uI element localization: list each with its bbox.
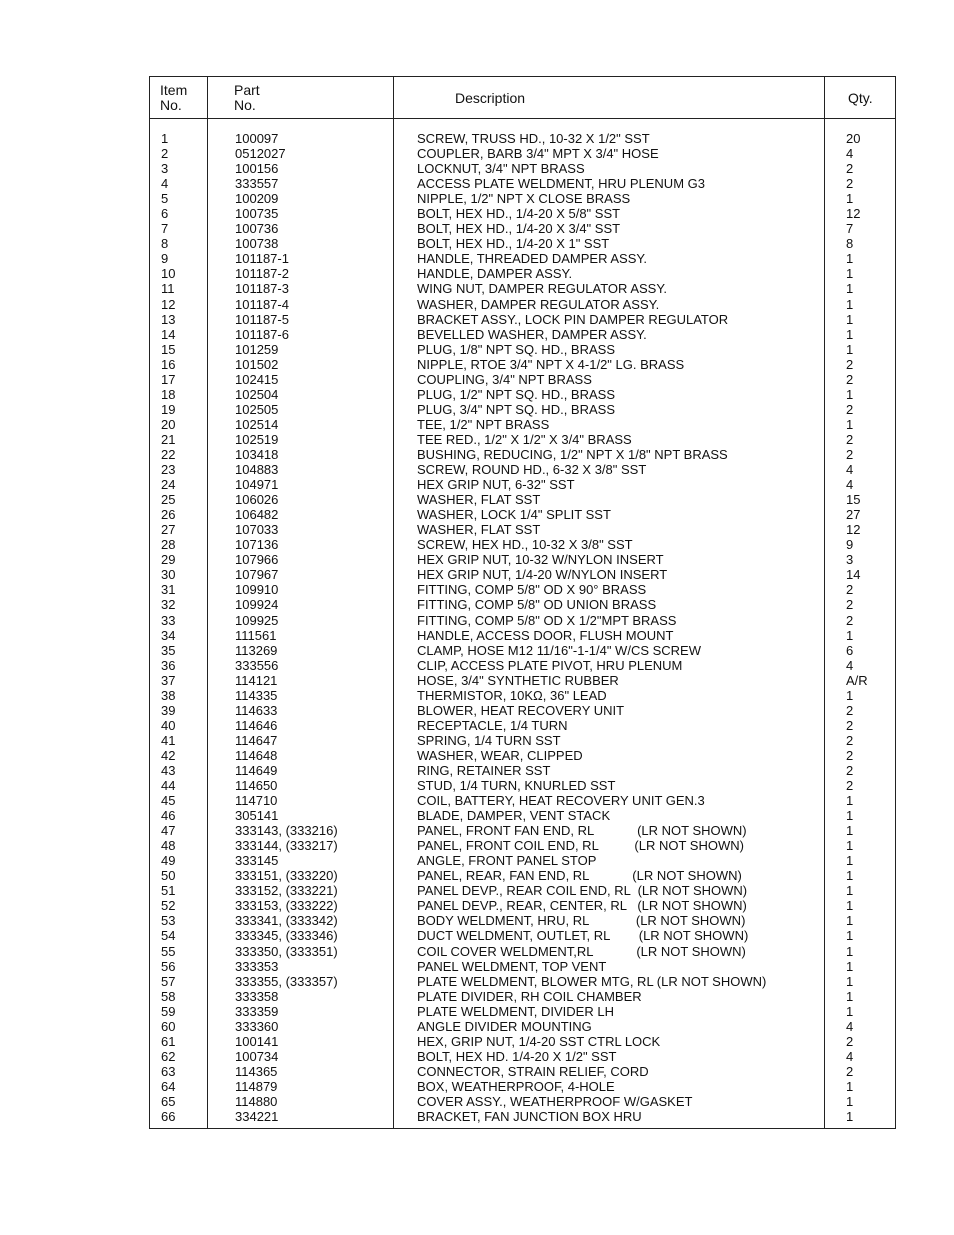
part-number-cell: 100734 [235, 1048, 279, 1064]
qty-cell: 1 [846, 1109, 854, 1125]
part-number-cell: 102415 [235, 371, 279, 387]
description-cell: SCREW, ROUND HD., 6-32 X 3/8" SST [417, 462, 647, 478]
qty-cell: 1 [846, 928, 854, 944]
qty-cell: 2 [846, 702, 854, 718]
qty-cell: 2 [846, 1063, 854, 1079]
qty-cell: 9 [846, 537, 854, 553]
description-cell: BUSHING, REDUCING, 1/2" NPT X 1/8" NPT BRASS [417, 446, 728, 462]
part-number-cell: 106482 [235, 507, 279, 523]
part-number-cell: 114710 [235, 793, 278, 809]
qty-cell: 1 [846, 883, 854, 899]
qty-cell: 1 [846, 913, 854, 929]
item-cell: 50 [161, 868, 176, 884]
part-number-cell: 333360 [235, 1018, 279, 1034]
item-cell: 11 [161, 281, 175, 297]
description-cell: BOLT, HEX HD. 1/4-20 X 1/2" SST [417, 1048, 617, 1064]
description-cell: WING NUT, DAMPER REGULATOR ASSY. [417, 281, 667, 297]
description-cell: PANEL, FRONT COIL END, RL (LR NOT SHOWN) [417, 838, 744, 854]
description-cell: WASHER, FLAT SST [417, 492, 541, 508]
qty-cell: 2 [846, 446, 854, 462]
qty-cell: 20 [846, 131, 861, 146]
qty-cell: 1 [846, 943, 854, 959]
description-cell: CLAMP, HOSE M12 11/16"-1-1/4" W/CS SCREW [417, 642, 702, 658]
header-part-line2: No. [234, 97, 256, 113]
item-cell: 26 [161, 507, 176, 523]
qty-cell: 15 [846, 492, 861, 508]
header-item-line2: No. [160, 97, 182, 113]
part-number-cell: 114880 [235, 1094, 278, 1109]
item-cell: 62 [161, 1048, 176, 1064]
part-number-cell: 333143, (333216) [235, 823, 338, 839]
part-number-cell: 101187-1 [235, 251, 289, 267]
item-cell: 6 [161, 206, 169, 222]
part-number-cell: 333153, (333222) [235, 898, 338, 914]
item-cell: 16 [161, 356, 176, 372]
part-number-cell: 107966 [235, 552, 279, 568]
description-cell: COUPLER, BARB 3/4" MPT X 3/4" HOSE [417, 146, 659, 162]
description-cell: FITTING, COMP 5/8" OD X 1/2"MPT BRASS [417, 612, 677, 628]
item-cell: 66 [161, 1109, 176, 1125]
item-cell: 24 [161, 477, 176, 493]
part-number-cell: 106026 [235, 492, 279, 508]
part-number-cell: 100736 [235, 221, 279, 237]
part-number-cell: 102505 [235, 401, 279, 417]
part-number-cell: 107136 [235, 537, 279, 553]
item-column [161, 131, 175, 1124]
qty-cell: 1 [846, 326, 854, 342]
qty-cell: 1 [846, 311, 854, 327]
part-number-cell: 333350, (333351) [235, 943, 338, 959]
item-cell: 39 [161, 702, 176, 718]
part-number-cell: 333341, (333342) [235, 913, 338, 929]
qty-cell: 1 [846, 808, 854, 824]
description-cell: WASHER, WEAR, CLIPPED [417, 747, 583, 763]
item-cell: 49 [161, 853, 176, 869]
qty-cell: 1 [846, 853, 854, 869]
item-cell: 59 [161, 1003, 176, 1019]
qty-cell: 1 [846, 627, 854, 643]
item-cell: 44 [161, 778, 176, 794]
part-number-cell: 333144, (333217) [235, 838, 338, 854]
description-cell: BOX, WEATHERPROOF, 4-HOLE [417, 1078, 615, 1094]
part-number-cell: 101502 [235, 356, 279, 372]
part-number-cell: 113269 [235, 642, 278, 658]
item-cell: 3 [161, 161, 169, 177]
description-cell: WASHER, LOCK 1/4" SPLIT SST [417, 507, 611, 523]
item-cell: 23 [161, 462, 176, 478]
part-number-cell: 104971 [235, 477, 279, 493]
part-number-cell: 101187-2 [235, 266, 289, 282]
description-cell: BOLT, HEX HD., 1/4-20 X 5/8" SST [417, 206, 621, 222]
description-cell: PANEL, REAR, FAN END, RL (LR NOT SHOWN) [417, 868, 742, 884]
description-cell: TEE RED., 1/2" X 1/2" X 3/4" BRASS [417, 431, 632, 447]
item-cell: 18 [161, 386, 176, 402]
description-cell: HANDLE, THREADED DAMPER ASSY. [417, 251, 647, 267]
description-cell: THERMISTOR, 10KΩ, 36" LEAD [417, 687, 607, 703]
part-number-cell: 114650 [235, 778, 278, 794]
part-number-cell: 333359 [235, 1003, 279, 1019]
item-cell: 61 [161, 1033, 176, 1049]
qty-cell: A/R [846, 672, 868, 688]
description-cell: PANEL, FRONT FAN END, RL (LR NOT SHOWN) [417, 823, 747, 839]
description-cell: COVER ASSY., WEATHERPROOF W/GASKET [417, 1094, 693, 1109]
item-cell: 32 [161, 597, 176, 613]
item-cell: 2 [161, 146, 169, 162]
part-number-cell: 114365 [235, 1063, 278, 1079]
qty-cell: 4 [846, 1018, 854, 1034]
qty-cell: 1 [846, 868, 854, 884]
qty-cell: 1 [846, 973, 854, 989]
header-description: Description [455, 90, 526, 106]
qty-cell: 12 [846, 206, 861, 222]
description-cell: PANEL DEVP., REAR COIL END, RL (LR NOT SHOWN) [417, 883, 748, 899]
description-cell: FITTING, COMP 5/8" OD X 90° BRASS [417, 582, 647, 598]
qty-cell: 1 [846, 687, 854, 703]
description-cell: HEX GRIP NUT, 10-32 W/NYLON INSERT [417, 552, 664, 568]
item-cell: 60 [161, 1018, 176, 1034]
description-cell: PLATE WELDMENT, BLOWER MTG, RL (LR NOT SHOWN) [417, 973, 767, 989]
item-cell: 42 [161, 747, 176, 763]
qty-cell: 1 [846, 823, 854, 839]
description-cell: COIL COVER WELDMENT,RL (LR NOT SHOWN) [417, 943, 746, 959]
qty-cell: 4 [846, 1048, 854, 1064]
part-number-cell: 102519 [235, 431, 279, 447]
item-cell: 53 [161, 913, 176, 929]
description-cell: PLATE DIVIDER, RH COIL CHAMBER [417, 988, 642, 1004]
qty-cell: 2 [846, 1033, 854, 1049]
qty-cell: 1 [846, 191, 854, 207]
item-cell: 37 [161, 672, 176, 688]
item-cell: 43 [161, 762, 176, 778]
qty-column [846, 131, 868, 1124]
description-cell: COIL, BATTERY, HEAT RECOVERY UNIT GEN.3 [417, 793, 705, 809]
description-cell: RING, RETAINER SST [417, 762, 551, 778]
item-cell: 56 [161, 958, 176, 974]
description-column [417, 131, 766, 1124]
item-cell: 17 [161, 371, 176, 387]
qty-cell: 2 [846, 612, 854, 628]
description-cell: NIPPLE, 1/2" NPT X CLOSE BRASS [417, 191, 631, 207]
item-cell: 25 [161, 492, 176, 508]
description-cell: RECEPTACLE, 1/4 TURN [417, 717, 568, 733]
item-cell: 27 [161, 522, 176, 538]
part-number-cell: 100735 [235, 206, 279, 222]
item-cell: 34 [161, 627, 176, 643]
part-number-cell: 100209 [235, 191, 279, 207]
item-cell: 30 [161, 567, 176, 583]
part-number-cell: 107967 [235, 567, 279, 583]
description-cell: BRACKET ASSY., LOCK PIN DAMPER REGULATOR [417, 311, 729, 327]
description-cell: SCREW, TRUSS HD., 10-32 X 1/2" SST [417, 131, 650, 146]
description-cell: PLATE WELDMENT, DIVIDER LH [417, 1003, 614, 1019]
item-cell: 46 [161, 808, 176, 824]
header-qty: Qty. [848, 90, 873, 106]
description-cell: FITTING, COMP 5/8" OD UNION BRASS [417, 597, 657, 613]
description-cell: HANDLE, ACCESS DOOR, FLUSH MOUNT [417, 627, 674, 643]
qty-cell: 2 [846, 778, 854, 794]
part-number-cell: 101187-6 [235, 326, 289, 342]
qty-cell: 1 [846, 988, 854, 1004]
qty-cell: 2 [846, 161, 854, 177]
description-cell: WASHER, DAMPER REGULATOR ASSY. [417, 296, 660, 312]
description-cell: ACCESS PLATE WELDMENT, HRU PLENUM G3 [417, 176, 705, 192]
qty-cell: 6 [846, 642, 854, 658]
item-cell: 38 [161, 687, 176, 703]
item-cell: 52 [161, 898, 176, 914]
part-number-cell: 333151, (333220) [235, 868, 338, 884]
part-number-cell: 109925 [235, 612, 279, 628]
qty-cell: 4 [846, 146, 854, 162]
column-divider [207, 77, 208, 1128]
item-cell: 35 [161, 642, 176, 658]
description-cell: STUD, 1/4 TURN, KNURLED SST [417, 778, 616, 794]
qty-cell: 2 [846, 582, 854, 598]
part-number-cell: 111561 [235, 627, 277, 643]
part-number-cell: 102514 [235, 416, 279, 432]
description-cell: HOSE, 3/4" SYNTHETIC RUBBER [417, 672, 619, 688]
item-cell: 36 [161, 657, 176, 673]
part-number-cell: 100738 [235, 236, 279, 252]
item-cell: 63 [161, 1063, 176, 1079]
column-divider [393, 77, 394, 1128]
description-cell: NIPPLE, RTOE 3/4" NPT X 4-1/2" LG. BRASS [417, 356, 685, 372]
qty-cell: 2 [846, 747, 854, 763]
qty-cell: 1 [846, 281, 854, 297]
part-number-cell: 0512027 [235, 146, 286, 162]
qty-cell: 1 [846, 838, 854, 854]
part-number-cell: 101259 [235, 341, 279, 357]
description-cell: SPRING, 1/4 TURN SST [417, 732, 561, 748]
part-number-cell: 334221 [235, 1109, 279, 1125]
item-cell: 7 [161, 221, 169, 237]
qty-cell: 2 [846, 762, 854, 778]
item-cell: 14 [161, 326, 176, 342]
part-number-cell: 114335 [235, 687, 278, 703]
part-number-cell: 101187-5 [235, 311, 289, 327]
description-cell: BLOWER, HEAT RECOVERY UNIT [417, 702, 625, 718]
part-number-cell: 333145 [235, 853, 279, 869]
item-cell: 19 [161, 401, 176, 417]
description-cell: PANEL DEVP., REAR, CENTER, RL (LR NOT SHOWN) [417, 898, 747, 914]
part-number-cell: 333345, (333346) [235, 928, 338, 944]
description-cell: BLADE, DAMPER, VENT STACK [417, 808, 611, 824]
item-cell: 1 [161, 131, 169, 146]
qty-cell: 27 [846, 507, 861, 523]
part-number-cell: 109910 [235, 582, 279, 598]
qty-cell: 2 [846, 431, 854, 447]
header-item-no [160, 83, 187, 113]
part-number-cell: 333556 [235, 657, 279, 673]
description-cell: BODY WELDMENT, HRU, RL (LR NOT SHOWN) [417, 913, 746, 929]
description-cell: HEX GRIP NUT, 1/4-20 W/NYLON INSERT [417, 567, 668, 583]
item-cell: 40 [161, 717, 176, 733]
description-cell: BRACKET, FAN JUNCTION BOX HRU [417, 1109, 642, 1125]
qty-cell: 1 [846, 1078, 854, 1094]
part-number-cell: 333355, (333357) [235, 973, 338, 989]
qty-cell: 1 [846, 386, 854, 402]
item-cell: 5 [161, 191, 169, 207]
qty-cell: 2 [846, 717, 854, 733]
item-cell: 65 [161, 1094, 176, 1109]
qty-cell: 14 [846, 567, 861, 583]
parts-list-table [149, 76, 896, 1129]
qty-cell: 1 [846, 793, 854, 809]
qty-cell: 2 [846, 356, 854, 372]
part-number-cell: 100156 [235, 161, 279, 177]
part-number-cell: 101187-3 [235, 281, 289, 297]
part-number-cell: 114879 [235, 1078, 278, 1094]
header-part-line1: Part [234, 82, 260, 98]
item-cell: 22 [161, 446, 176, 462]
qty-cell: 1 [846, 898, 854, 914]
part-number-cell: 333358 [235, 988, 279, 1004]
part-number-cell: 333557 [235, 176, 279, 192]
qty-cell: 7 [846, 221, 854, 237]
part-number-cell: 114121 [235, 672, 278, 688]
description-cell: PLUG, 3/4" NPT SQ. HD., BRASS [417, 401, 615, 417]
description-cell: BOLT, HEX HD., 1/4-20 X 3/4" SST [417, 221, 621, 237]
qty-cell: 1 [846, 1003, 854, 1019]
qty-cell: 1 [846, 296, 854, 312]
item-cell: 29 [161, 552, 176, 568]
description-cell: PLUG, 1/2" NPT SQ. HD., BRASS [417, 386, 615, 402]
qty-cell: 1 [846, 341, 854, 357]
qty-cell: 4 [846, 462, 854, 478]
column-divider [824, 77, 825, 1128]
part-number-cell: 107033 [235, 522, 279, 538]
item-cell: 20 [161, 416, 176, 432]
part-number-cell: 104883 [235, 462, 279, 478]
description-cell: DUCT WELDMENT, OUTLET, RL (LR NOT SHOWN) [417, 928, 749, 944]
qty-cell: 1 [846, 1094, 854, 1109]
description-cell: HANDLE, DAMPER ASSY. [417, 266, 573, 282]
qty-cell: 1 [846, 958, 854, 974]
item-cell: 47 [161, 823, 176, 839]
item-cell: 64 [161, 1078, 176, 1094]
qty-cell: 2 [846, 371, 854, 387]
qty-cell: 4 [846, 477, 854, 493]
description-cell: HEX, GRIP NUT, 1/4-20 SST CTRL LOCK [417, 1033, 661, 1049]
description-cell: PANEL WELDMENT, TOP VENT [417, 958, 607, 974]
item-cell: 51 [161, 883, 176, 899]
item-cell: 41 [161, 732, 176, 748]
part-number-cell: 114649 [235, 762, 278, 778]
qty-cell: 2 [846, 401, 854, 417]
qty-cell: 4 [846, 657, 854, 673]
part-number-cell: 100141 [235, 1033, 279, 1049]
item-cell: 31 [161, 582, 176, 598]
description-cell: COUPLING, 3/4" NPT BRASS [417, 371, 592, 387]
item-cell: 10 [161, 266, 176, 282]
qty-cell: 12 [846, 522, 861, 538]
item-cell: 28 [161, 537, 176, 553]
qty-cell: 2 [846, 732, 854, 748]
part-number-cell: 333152, (333221) [235, 883, 338, 899]
qty-cell: 1 [846, 266, 854, 282]
description-cell: SCREW, HEX HD., 10-32 X 3/8" SST [417, 537, 633, 553]
item-cell: 4 [161, 176, 169, 192]
qty-cell: 3 [846, 552, 854, 568]
item-cell: 45 [161, 793, 176, 809]
description-cell: WASHER, FLAT SST [417, 522, 541, 538]
item-cell: 55 [161, 943, 176, 959]
qty-cell: 1 [846, 416, 854, 432]
item-cell: 9 [161, 251, 169, 267]
description-cell: ANGLE DIVIDER MOUNTING [417, 1018, 592, 1034]
qty-cell: 8 [846, 236, 854, 252]
part-number-cell: 103418 [235, 446, 279, 462]
item-cell: 8 [161, 236, 169, 252]
part-number-cell: 305141 [235, 808, 279, 824]
part-number-cell: 114647 [235, 732, 278, 748]
qty-cell: 2 [846, 176, 854, 192]
description-cell: BEVELLED WASHER, DAMPER ASSY. [417, 326, 647, 342]
item-cell: 21 [161, 431, 176, 447]
part-number-cell: 114648 [235, 747, 278, 763]
header-item-line1: Item [160, 82, 188, 98]
part-number-cell: 101187-4 [235, 296, 289, 312]
description-cell: BOLT, HEX HD., 1/4-20 X 1" SST [417, 236, 610, 252]
item-cell: 57 [161, 973, 176, 989]
description-cell: CLIP, ACCESS PLATE PIVOT, HRU PLENUM [417, 657, 683, 673]
description-cell: ANGLE, FRONT PANEL STOP [417, 853, 597, 869]
header-divider [150, 118, 895, 119]
part-column [235, 131, 338, 1124]
item-cell: 54 [161, 928, 176, 944]
description-cell: LOCKNUT, 3/4" NPT BRASS [417, 161, 585, 177]
description-cell: HEX GRIP NUT, 6-32" SST [417, 477, 575, 493]
part-number-cell: 109924 [235, 597, 279, 613]
description-cell: PLUG, 1/8" NPT SQ. HD., BRASS [417, 341, 615, 357]
item-cell: 48 [161, 838, 176, 854]
description-cell: CONNECTOR, STRAIN RELIEF, CORD [417, 1063, 649, 1079]
description-cell: TEE, 1/2" NPT BRASS [417, 416, 550, 432]
item-cell: 13 [161, 311, 176, 327]
item-cell: 12 [161, 296, 176, 312]
part-number-cell: 114633 [235, 702, 278, 718]
qty-cell: 2 [846, 597, 854, 613]
item-cell: 58 [161, 988, 176, 1004]
item-cell: 15 [161, 341, 176, 357]
part-number-cell: 102504 [235, 386, 279, 402]
qty-cell: 1 [846, 251, 854, 267]
item-cell: 33 [161, 612, 176, 628]
part-number-cell: 333353 [235, 958, 279, 974]
part-number-cell: 114646 [235, 717, 278, 733]
part-number-cell: 100097 [235, 131, 279, 146]
header-part-no [234, 83, 260, 113]
